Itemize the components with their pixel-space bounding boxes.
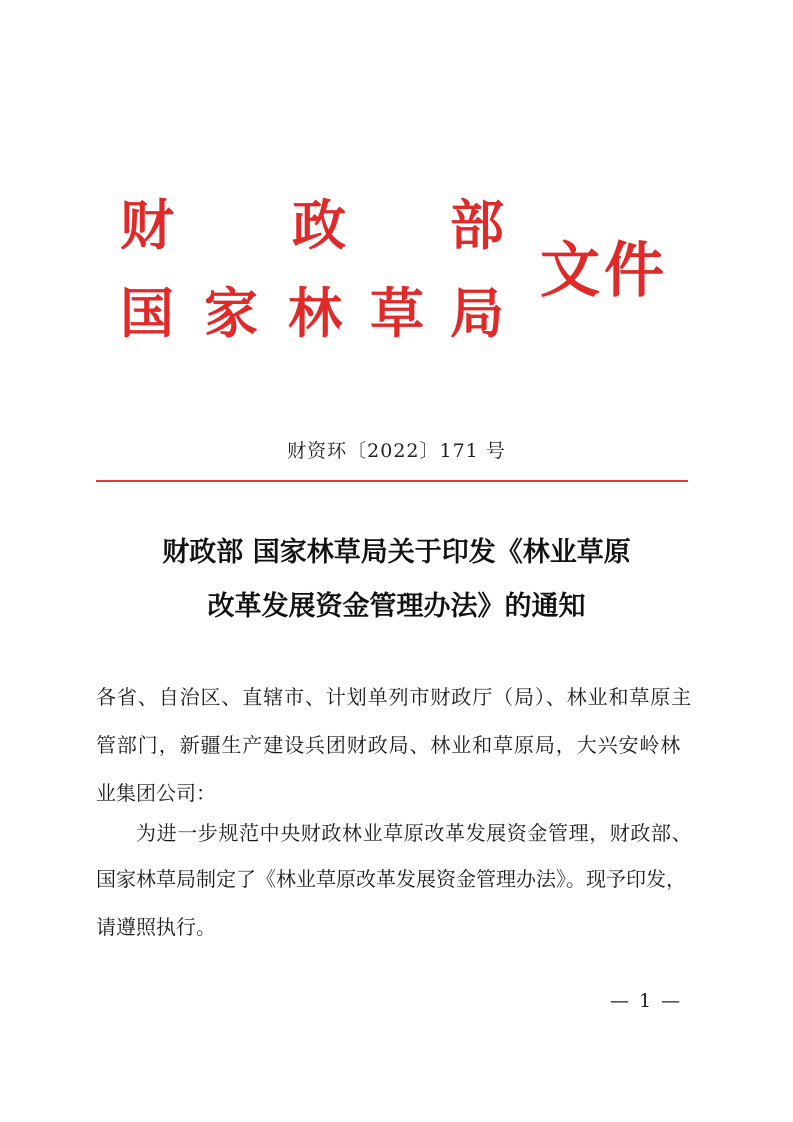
addressee-line: 管部门，新疆生产建设兵团财政局、林业和草原局，大兴安岭林 — [96, 733, 682, 757]
issuer-1-char: 财 — [120, 193, 174, 257]
issuer-1-char: 政 — [292, 193, 346, 257]
paragraph-line: 请遵照执行。 — [96, 915, 216, 939]
issuer-2-char: 国 — [120, 281, 174, 345]
issuer-2-char: 局 — [450, 281, 504, 345]
document-number: 财资环〔2022〕171 号 — [287, 440, 506, 462]
issuer-2-char: 林 — [288, 281, 342, 345]
issuer-forestry-grassland-administration — [120, 283, 520, 343]
document-title-line-2: 改革发展资金管理办法》的通知 — [207, 591, 586, 622]
red-header-rule — [96, 480, 688, 482]
addressee-line: 业集团公司： — [96, 781, 216, 805]
document-title-line-1: 财政部 国家林草局关于印发《林业草原 — [162, 537, 631, 568]
addressee-line: 各省、自治区、直辖市、计划单列市财政厅（局）、林业和草原主 — [96, 685, 693, 709]
paragraph-line: 为进一步规范中央财政林业草原改革发展资金管理，财政部、 — [136, 821, 693, 845]
issuer-2-char: 家 — [204, 281, 258, 345]
issuer-1-char: 部 — [450, 193, 504, 257]
page-number: — 1 — — [610, 990, 683, 1012]
issuer-ministry-of-finance — [120, 195, 520, 255]
issuer-2-char: 草 — [370, 281, 424, 345]
paragraph-line: 国家林草局制定了《林业草原改革发展资金管理办法》。现予印发， — [96, 867, 686, 891]
document-label-wenjian: 文件 — [540, 236, 668, 306]
